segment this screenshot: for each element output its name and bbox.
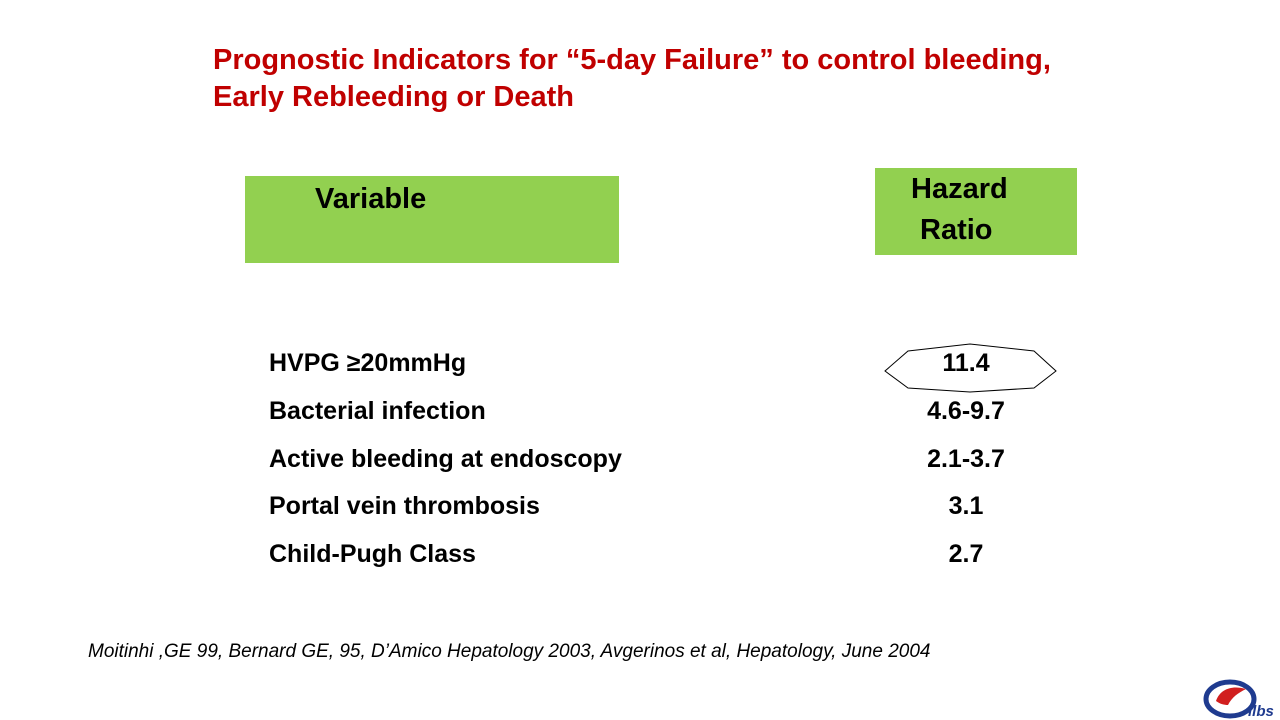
liver-logo-icon xyxy=(1202,671,1276,719)
table-row xyxy=(0,540,1280,574)
row-hazard-ratio: 11.4 xyxy=(942,349,990,377)
row-variable: Active bleeding at endoscopy xyxy=(269,445,622,473)
variable-header-box xyxy=(245,176,619,263)
table-row xyxy=(0,397,1280,431)
row-variable: Portal vein thrombosis xyxy=(269,492,540,520)
row-variable: HVPG ≥20mmHg xyxy=(269,349,467,377)
variable-header-label: Variable xyxy=(315,183,427,215)
hazard-ratio-header-line-1: Hazard xyxy=(911,173,1008,205)
row-hazard-ratio: 3.1 xyxy=(948,492,984,520)
logo-text: ilbs xyxy=(1248,703,1274,719)
slide-title xyxy=(213,42,1253,116)
row-variable: Child-Pugh Class xyxy=(269,540,476,568)
table-row xyxy=(0,492,1280,526)
row-hazard-ratio: 2.7 xyxy=(948,540,984,568)
hazard-ratio-header-line-2: Ratio xyxy=(920,214,993,246)
slide-title-line-1: Prognostic Indicators for “5-day Failure” to control bleeding, xyxy=(213,44,1051,76)
reference-citation: Moitinhi ,GE 99, Bernard GE, 95, D’Amico Hepatology 2003, Avgerinos et al, Hepatology, June 2004 xyxy=(88,641,931,662)
row-variable: Bacterial infection xyxy=(269,397,486,425)
row-hazard-ratio: 4.6-9.7 xyxy=(927,397,1005,425)
hazard-ratio-header-box xyxy=(875,168,1077,255)
table-row xyxy=(0,445,1280,479)
table-row xyxy=(0,349,1280,383)
slide-title-line-2: Early Rebleeding or Death xyxy=(213,81,574,113)
row-hazard-ratio: 2.1-3.7 xyxy=(927,445,1005,473)
